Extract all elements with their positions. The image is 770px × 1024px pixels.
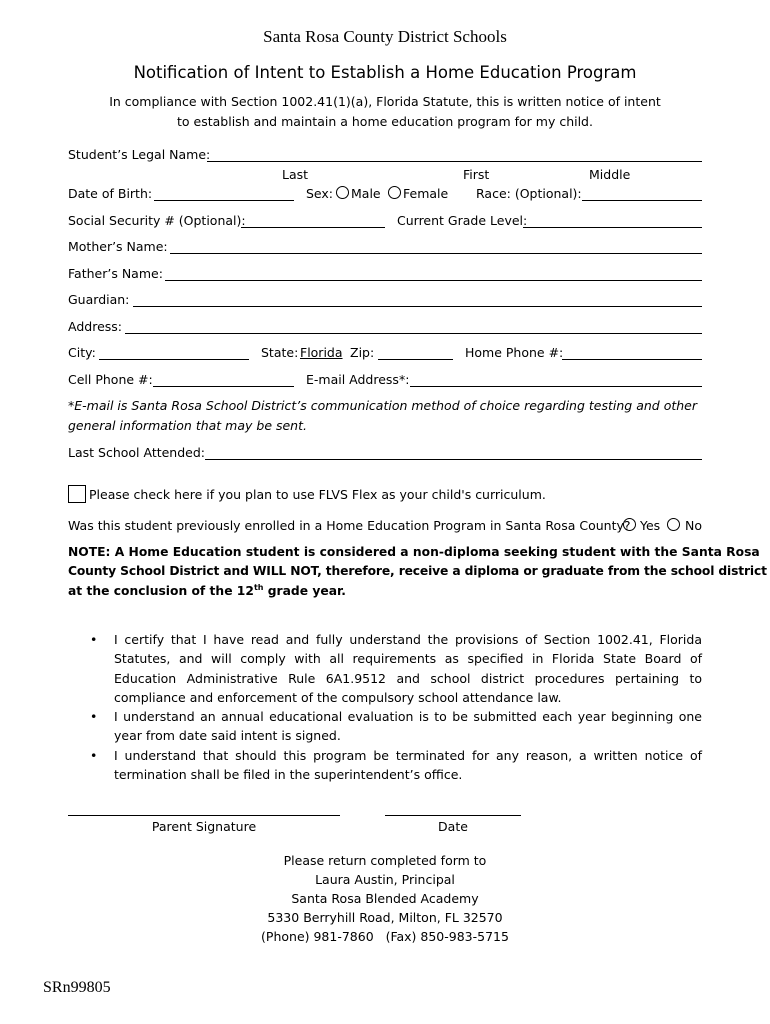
- date-field[interactable]: [385, 815, 521, 816]
- note-line-3: at the conclusion of the 12th grade year.: [68, 583, 346, 599]
- sex-female-radio[interactable]: [388, 186, 401, 199]
- email-field[interactable]: [410, 386, 702, 387]
- father-label: Father’s Name:: [68, 266, 163, 281]
- district-name: Santa Rosa County District Schools: [263, 27, 507, 46]
- ssn-label: Social Security # (Optional):: [68, 213, 246, 228]
- return-line-2: Laura Austin, Principal: [315, 872, 455, 887]
- flvs-label: Please check here if you plan to use FLVS Flex as your child's curriculum.: [89, 487, 546, 502]
- home-phone-field[interactable]: [562, 359, 702, 360]
- certification-item: • I understand an annual educational evaluation is to be submitted each year beginning one year from date said intent is signed.: [90, 709, 702, 744]
- name-first-label: First: [463, 167, 490, 182]
- zip-field[interactable]: [378, 359, 453, 360]
- note-line-1: NOTE: A Home Education student is considered a non-diploma seeking student with the Santa Rosa: [68, 545, 760, 559]
- date-label: Date: [438, 819, 468, 834]
- last-school-field[interactable]: [205, 459, 702, 460]
- sex-male-radio[interactable]: [336, 186, 349, 199]
- prev-enrolled-question: Was this student previously enrolled in a Home Education Program in Santa Rosa County?: [68, 518, 631, 533]
- dob-field[interactable]: [154, 200, 294, 201]
- bullet-icon: •: [90, 747, 98, 763]
- address-label: Address:: [68, 319, 122, 334]
- grade-field[interactable]: [523, 227, 702, 228]
- bullet-icon: •: [90, 632, 98, 647]
- parent-signature-label: Parent Signature: [151, 819, 257, 834]
- cell-phone-label: Cell Phone #:: [68, 372, 153, 387]
- certification-item: • I understand that should this program be terminated for any reason, a written notice of termination shall be filed in the superintendent’s office.: [90, 747, 702, 783]
- name-middle-label: Middle: [589, 167, 631, 182]
- return-line-1: Please return completed form to: [283, 853, 487, 868]
- city-field[interactable]: [99, 359, 249, 360]
- ssn-field[interactable]: [241, 227, 385, 228]
- state-label: State:: [261, 345, 299, 360]
- prev-enrolled-no-label: No: [685, 518, 702, 533]
- prev-enrolled-yes-label: Yes: [640, 518, 661, 533]
- form-code: SRn99805: [43, 979, 111, 996]
- parent-signature-field[interactable]: [68, 815, 340, 816]
- grade-label: Current Grade Level:: [397, 213, 528, 228]
- certification-list: [90, 630, 702, 784]
- bullet-icon: •: [90, 709, 98, 725]
- sex-female-label: Female: [403, 186, 449, 201]
- home-phone-label: Home Phone #:: [465, 345, 564, 360]
- sex-male-label: Male: [351, 186, 381, 201]
- intro-line-2: to establish and maintain a home education program for my child.: [177, 114, 593, 129]
- return-line-4: 5330 Berryhill Road, Milton, FL 32570: [267, 910, 503, 925]
- mother-field[interactable]: [170, 253, 702, 254]
- mother-label: Mother’s Name:: [68, 239, 168, 254]
- race-field[interactable]: [582, 200, 702, 201]
- prev-enrolled-no-radio[interactable]: [667, 518, 680, 531]
- cell-phone-field[interactable]: [153, 386, 294, 387]
- legal-name-label: Student’s Legal Name:: [68, 147, 211, 162]
- zip-label: Zip:: [350, 345, 375, 360]
- guardian-label: Guardian:: [68, 292, 130, 307]
- certification-item: • I certify that I have read and fully understand the provisions of Section 1002.41, Florida Statutes, and will comply with all requirements as specified in Florida State Board of Education Administrative Rule 6A1.9512 and school district procedures pertaining to compliance and enforcement of the compulsory school attendance law.: [90, 632, 702, 705]
- form-title: Notification of Intent to Establish a Home Education Program: [133, 63, 637, 82]
- address-field[interactable]: [125, 333, 702, 334]
- city-label: City:: [68, 345, 96, 360]
- race-label: Race: (Optional):: [476, 186, 582, 201]
- father-field[interactable]: [165, 280, 702, 281]
- sex-label: Sex:: [306, 186, 334, 201]
- email-label: E-mail Address*:: [306, 372, 410, 387]
- note-line-2: County School District and WILL NOT, therefore, receive a diploma or graduate from the school district: [68, 564, 767, 578]
- dob-label: Date of Birth:: [68, 186, 153, 201]
- flvs-checkbox[interactable]: [68, 485, 86, 503]
- legal-name-field[interactable]: [207, 161, 702, 162]
- return-line-5: (Phone) 981-7860 (Fax) 850-983-5715: [261, 929, 509, 944]
- intro-line-1: In compliance with Section 1002.41(1)(a), Florida Statute, this is written notice of intent: [109, 94, 661, 109]
- last-school-label: Last School Attended:: [68, 445, 205, 460]
- email-note-line-2: general information that may be sent.: [68, 418, 307, 433]
- return-line-3: Santa Rosa Blended Academy: [291, 891, 479, 906]
- prev-enrolled-yes-radio[interactable]: [623, 518, 636, 531]
- state-value[interactable]: Florida: [300, 345, 343, 360]
- guardian-field[interactable]: [133, 306, 702, 307]
- email-note-line-1: *E-mail is Santa Rosa School District’s communication method of choice regarding testing and other: [68, 398, 697, 413]
- name-last-label: Last: [282, 167, 309, 182]
